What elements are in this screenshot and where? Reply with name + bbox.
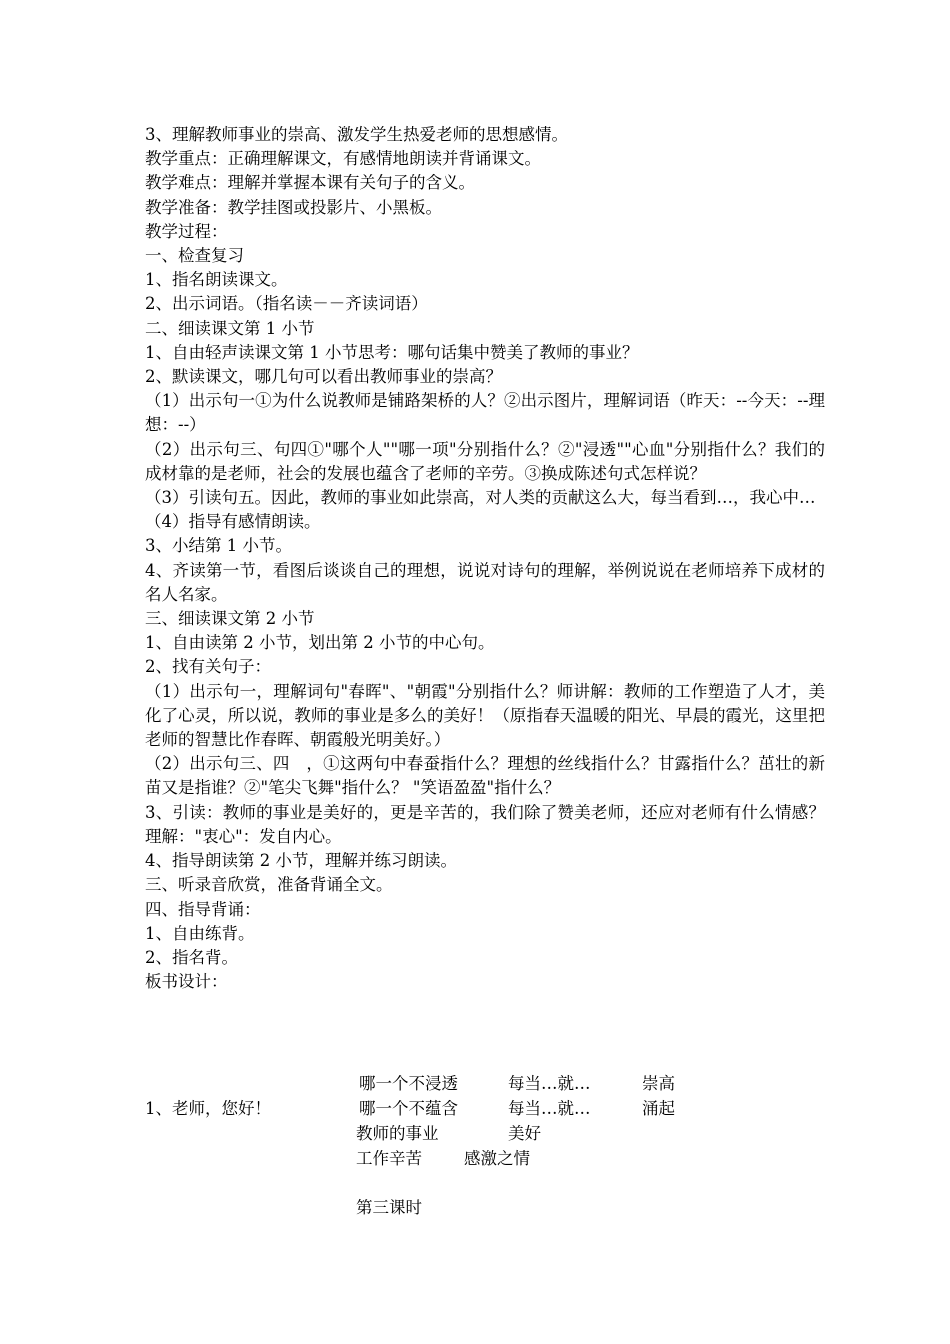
paragraph: 一、检查复习 — [145, 246, 244, 266]
board-row3-word: 美好 — [508, 1124, 541, 1143]
board-row1-word: 崇高 — [642, 1074, 675, 1093]
paragraph: 教学难点：理解并掌握本课有关句子的含义。 — [145, 173, 475, 193]
paragraph: 2、默读课文，哪几句可以看出教师事业的崇高？ — [145, 367, 502, 387]
paragraph: 1、自由读第 2 小节，划出第 2 小节的中心句。 — [145, 633, 495, 653]
paragraph: （2）出示句三、句四①"哪个人""哪一项"分别指什么？②"浸透""心血"分别指什么？我们的成材靠的是老师，社会的发展也蕴含了老师的辛劳。③换成陈述句式怎样说？ — [145, 439, 825, 483]
paragraph: 教学过程： — [145, 221, 228, 241]
paragraph: 2、指名背。 — [145, 947, 238, 967]
paragraph: 2、找有关句子： — [145, 657, 271, 677]
paragraph: 教学准备：教学挂图或投影片、小黑板。 — [145, 197, 442, 217]
next-lesson-heading: 第三课时 — [356, 1198, 422, 1217]
board-row4-word: 感激之情 — [464, 1149, 530, 1168]
paragraph: 三、听录音欣赏，准备背诵全文。 — [145, 875, 393, 895]
board-row2-word: 涌起 — [642, 1099, 675, 1118]
board-row1-phrase: 哪一个不浸透 — [359, 1074, 458, 1093]
paragraph: 3、引读：教师的事业是美好的，更是辛苦的，我们除了赞美老师，还应对老师有什么情感？理解："衷心"：发自内心。 — [145, 802, 825, 846]
board-row1-pattern: 每当…就… — [508, 1074, 591, 1093]
paragraph: （1）出示句一①为什么说教师是铺路架桥的人？②出示图片，理解词语（昨天：--今天：--理想：--） — [145, 391, 825, 435]
paragraph: 3、理解教师事业的崇高、激发学生热爱老师的思想感情。 — [145, 125, 568, 144]
paragraph: 二、细读课文第 1 小节 — [145, 318, 315, 338]
paragraph: 教学重点：正确理解课文，有感情地朗读并背诵课文。 — [145, 149, 541, 169]
paragraph: 3、小结第 1 小节。 — [145, 536, 292, 556]
paragraph: 1、指名朗读课文。 — [145, 270, 288, 290]
paragraph: （2）出示句三、四 ，①这两句中春蚕指什么？理想的丝线指什么？甘露指什么？茁壮的新苗又是指谁？②"笔尖飞舞"指什么？ "笑语盈盈"指什么？ — [145, 754, 825, 798]
paragraph: （3）引读句五。因此，教师的事业如此崇高，对人类的贡献这么大，每当看到…，我心中… — [145, 488, 816, 508]
paragraph: 4、齐读第一节，看图后谈谈自己的理想，说说对诗句的理解，举例说说在老师培养下成材的名人名家。 — [145, 560, 825, 604]
paragraph: 三、细读课文第 2 小节 — [145, 609, 315, 629]
board-row2-phrase: 哪一个不蕴含 — [359, 1099, 458, 1118]
board-row2-pattern: 每当…就… — [508, 1099, 591, 1118]
lesson-plan-body — [145, 123, 825, 994]
board-row3-phrase: 教师的事业 — [356, 1124, 439, 1143]
paragraph: 4、指导朗读第 2 小节，理解并练习朗读。 — [145, 851, 457, 871]
paragraph: 2、出示词语。（指名读－－齐读词语） — [145, 294, 428, 314]
paragraph: 1、自由练背。 — [145, 923, 255, 943]
paragraph: 板书设计： — [145, 972, 228, 992]
paragraph: 四、指导背诵： — [145, 899, 261, 919]
board-row4-phrase: 工作辛苦 — [356, 1149, 422, 1168]
board-title: 1、老师，您好！ — [145, 1099, 271, 1118]
paragraph: （1）出示句一，理解词句"春晖"、"朝霞"分别指什么？师讲解：教师的工作塑造了人才，美化了心灵，所以说，教师的事业是多么的美好！（原指春天温暖的阳光、早晨的霞光，这里把老师的智慧比作春晖、朝霞般光明美好。） — [145, 681, 825, 750]
paragraph: （4）指导有感情朗读。 — [145, 512, 321, 532]
paragraph: 1、自由轻声读课文第 1 小节思考：哪句话集中赞美了教师的事业？ — [145, 342, 639, 362]
